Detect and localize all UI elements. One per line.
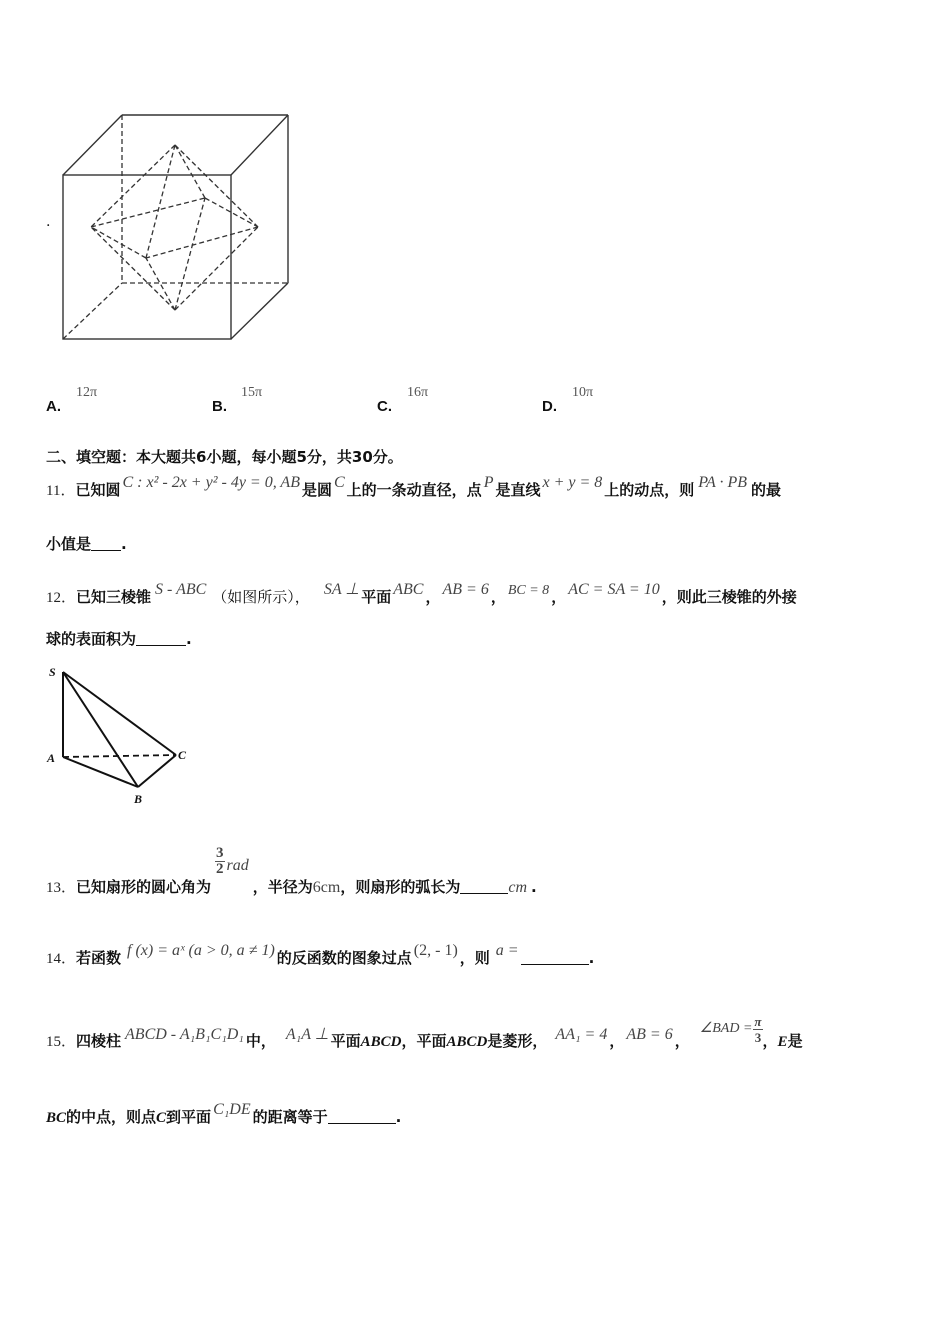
pyramid-figure xyxy=(44,662,194,810)
q13-fraction xyxy=(215,846,225,877)
q14-function: f (x) = aˣ (a > 0, a ≠ 1) xyxy=(127,942,275,959)
q13-rad: rad xyxy=(226,857,249,874)
q15-text: 的距离等于 xyxy=(252,1108,328,1126)
q15-prism: ABCD - A₁B₁C₁D₁ xyxy=(125,1026,244,1043)
question-13 xyxy=(46,846,537,897)
q15-end: . xyxy=(395,1108,402,1126)
q15-comma: ， xyxy=(674,1032,690,1050)
q15-text: 四棱柱 xyxy=(76,1032,122,1050)
q11-text: 已知圆 xyxy=(75,481,121,499)
q12-pyramid-name: S - ABC xyxy=(155,581,207,598)
q12-text: 球的表面积为 xyxy=(46,630,137,648)
q15-text: 是菱形， xyxy=(487,1032,548,1050)
q14-number: 14． xyxy=(46,951,77,967)
vertex-b-label: B xyxy=(134,792,143,806)
q11-text: 小值是 xyxy=(46,535,92,553)
q11-circle-eq: C : x² - 2x + y² - 4y = 0, AB xyxy=(122,474,300,491)
q11-text: 是直线 xyxy=(495,481,541,499)
q12-bc: BC = 8 xyxy=(507,583,550,598)
q11-number: 11． xyxy=(46,483,76,499)
q12-text: ，则此三棱锥的外接 xyxy=(661,588,797,606)
q15-angle: ∠BAD = xyxy=(699,1021,753,1036)
q12-ab: AB = 6 xyxy=(442,581,489,598)
q12-sa-perp: SA ⊥ xyxy=(323,581,360,598)
answer-blank-11[interactable] xyxy=(91,537,121,551)
q13-text: ，则扇形的弧长为 xyxy=(340,878,461,896)
q11-var-c: C xyxy=(334,474,345,491)
q15-point-c: C xyxy=(156,1110,167,1126)
option-a-label: A. xyxy=(46,398,61,415)
q14-point: (2, - 1) xyxy=(413,942,458,959)
q11-dot-product: PA · PB xyxy=(698,474,748,491)
q14-end: . xyxy=(588,949,595,967)
q12-text: 已知三棱锥 xyxy=(76,588,152,606)
q15-a1a-perp: A₁A ⊥ xyxy=(285,1026,329,1043)
q12-comma: ， xyxy=(490,588,506,606)
q11-text: 是圆 xyxy=(301,481,332,499)
q15-comma: ， xyxy=(762,1032,778,1050)
q12-plane-abc: ABC xyxy=(393,581,424,598)
q15-text: 是 xyxy=(787,1032,803,1050)
q13-text: ，半径为 xyxy=(252,878,313,896)
q15-text: 中， xyxy=(245,1032,276,1050)
option-c-value: 16π xyxy=(407,385,429,400)
answer-blank-12[interactable] xyxy=(136,632,186,646)
q12-text: 平面 xyxy=(361,588,392,606)
question-11-line2 xyxy=(46,533,127,554)
q13-end: . xyxy=(531,878,537,896)
question-15-line1 xyxy=(46,1014,803,1051)
question-12-line1 xyxy=(46,579,797,607)
question-14 xyxy=(46,942,594,968)
q15-text: ，平面 xyxy=(401,1032,447,1050)
answer-blank-15[interactable] xyxy=(328,1110,396,1124)
q15-text: 到平面 xyxy=(166,1108,212,1126)
q15-ab: AB = 6 xyxy=(626,1026,673,1043)
q14-text: ，则 xyxy=(459,949,490,967)
q14-a-equals: a = xyxy=(495,942,519,959)
q11-end: . xyxy=(121,535,127,553)
q15-comma: ， xyxy=(609,1032,625,1050)
option-a-value: 12π xyxy=(76,385,98,400)
q15-plane-abcd: ABCD xyxy=(360,1034,402,1050)
option-c-label: C. xyxy=(377,398,392,415)
question-15-line2 xyxy=(46,1101,401,1127)
q14-text: 若函数 xyxy=(76,949,122,967)
q11-text: 上的动点，则 xyxy=(604,481,695,499)
q15-point-e: E xyxy=(777,1034,788,1050)
vertex-s-label: S xyxy=(49,665,56,679)
q12-comma: ， xyxy=(551,588,567,606)
q12-ac-sa: AC = SA = 10 xyxy=(568,581,660,598)
question-12-line2 xyxy=(46,628,192,649)
answer-blank-13[interactable] xyxy=(460,880,508,894)
q12-text: （如图所示）， xyxy=(212,588,310,606)
q15-number: 15． xyxy=(46,1034,77,1050)
q12-number: 12． xyxy=(46,590,77,606)
q11-line-eq: x + y = 8 xyxy=(542,474,603,491)
q15-aa1: AA₁ = 4 xyxy=(555,1026,608,1043)
q12-end: . xyxy=(186,630,192,648)
q13-frac-den: 2 xyxy=(216,861,224,877)
q13-number: 13． xyxy=(46,880,77,896)
q14-text: 的反函数的图象过点 xyxy=(276,949,412,967)
q15-three: 3 xyxy=(754,1030,762,1045)
q15-pi-over-3 xyxy=(753,1014,762,1045)
q13-frac-num: 3 xyxy=(216,845,224,861)
q11-text: 上的一条动直径，点 xyxy=(346,481,482,499)
figure-dot: . xyxy=(46,214,51,230)
answer-blank-14[interactable] xyxy=(521,951,589,965)
q15-text: 的中点，则点 xyxy=(66,1108,157,1126)
q11-var-p: P xyxy=(483,474,494,491)
q15-pi: π xyxy=(754,1014,762,1029)
q15-bc: BC xyxy=(46,1110,67,1126)
q15-plane-abcd-2: ABCD xyxy=(446,1034,488,1050)
option-b-value: 15π xyxy=(241,385,263,400)
q12-comma: ， xyxy=(425,588,441,606)
option-d-value: 10π xyxy=(572,385,594,400)
q15-text: 平面 xyxy=(330,1032,361,1050)
q13-text: 已知扇形的圆心角为 xyxy=(76,878,212,896)
q15-plane-c1de: C₁DE xyxy=(213,1101,251,1118)
question-11-line1 xyxy=(46,474,781,500)
option-b-label: B. xyxy=(212,398,227,415)
option-d-label: D. xyxy=(542,398,557,415)
q11-text: 的最 xyxy=(751,481,782,499)
vertex-a-label: A xyxy=(47,751,56,765)
q13-unit: cm xyxy=(508,879,527,896)
cube-octahedron-figure xyxy=(55,108,300,348)
section-title: 二、填空题：本大题共6小题，每小题5分，共30分。 xyxy=(46,448,403,466)
q13-radius: 6cm xyxy=(312,879,341,896)
vertex-c-label: C xyxy=(178,748,187,762)
